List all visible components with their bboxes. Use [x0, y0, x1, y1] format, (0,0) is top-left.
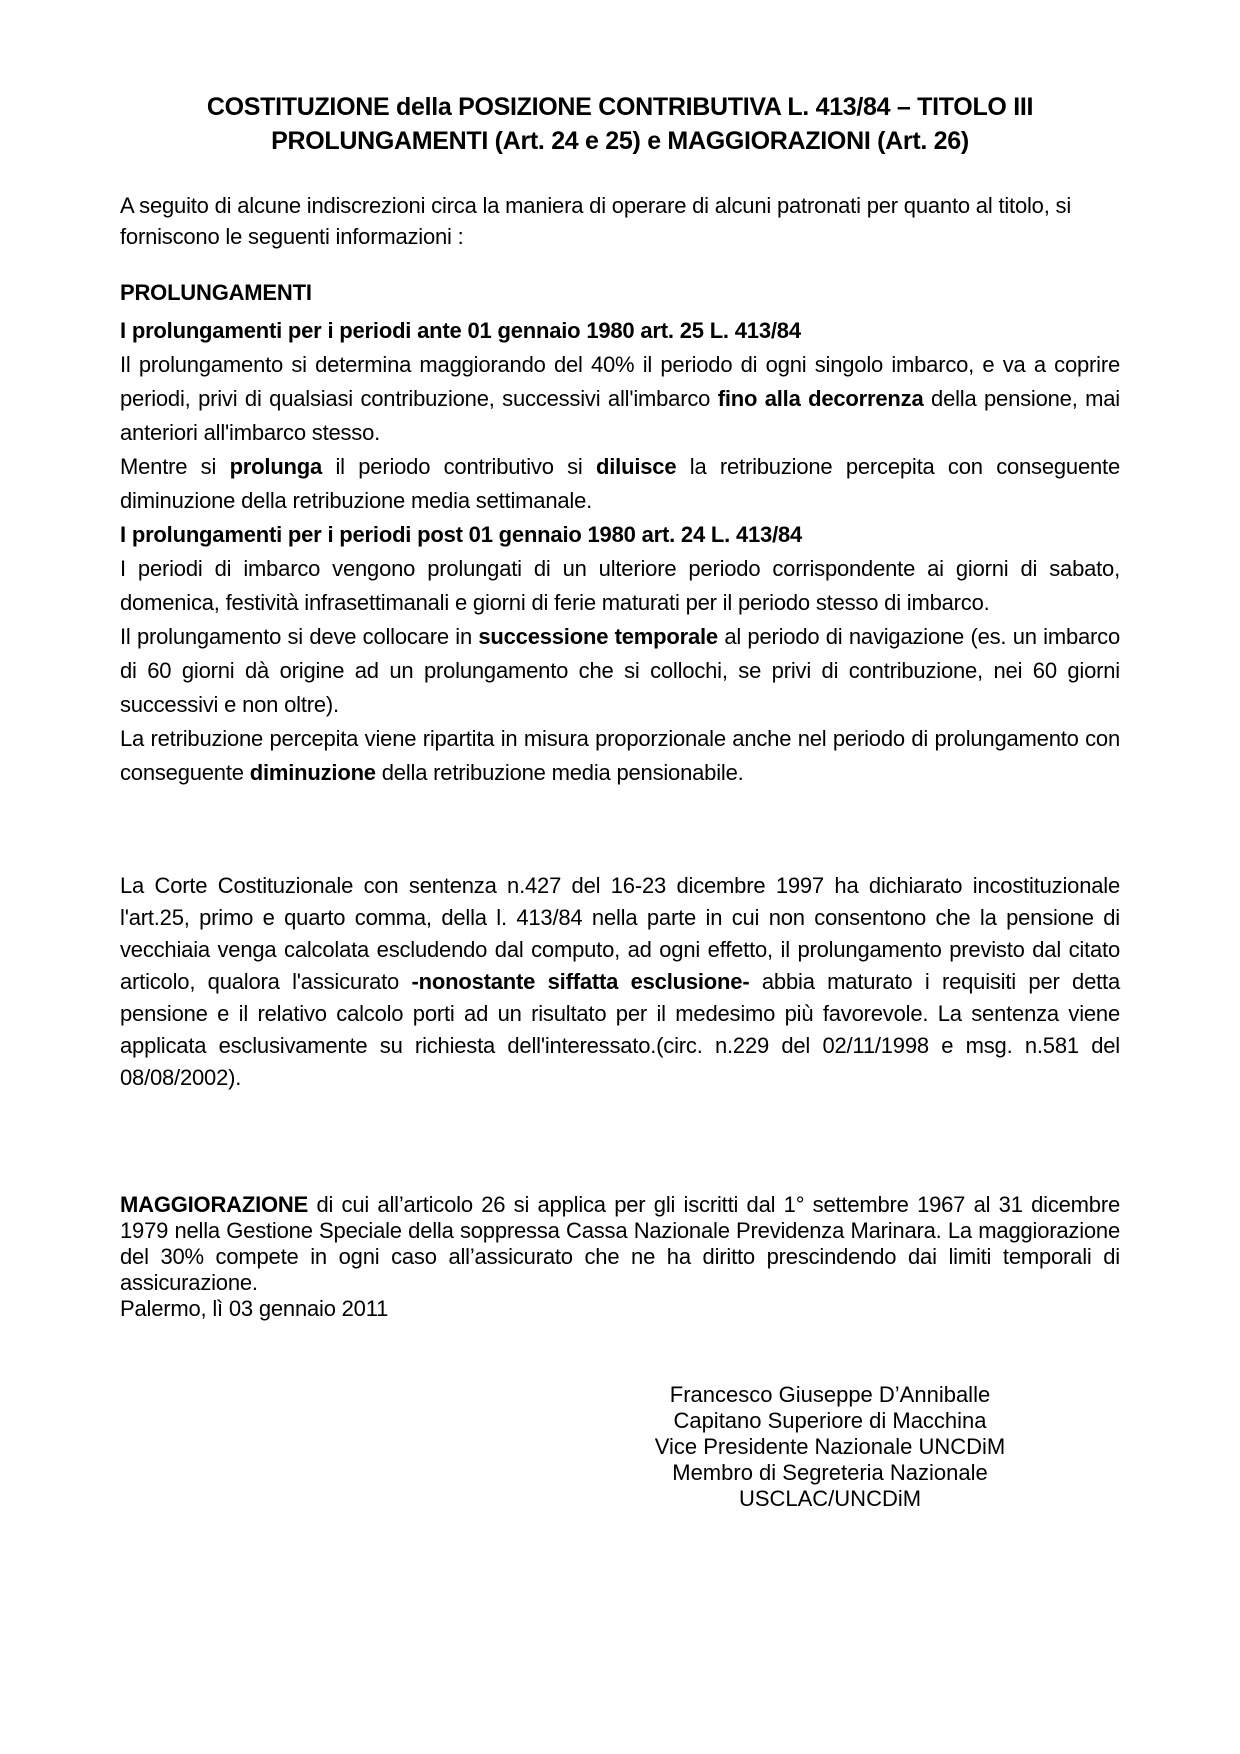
place-date: Palermo, lì 03 gennaio 2011 [120, 1296, 389, 1321]
text-run: la retribuzione percepita con conseguente diminuzione della retribuzione media settimanale. [120, 454, 1120, 513]
bold-run: successione temporale [478, 624, 718, 649]
paragraph-ante-2 [120, 450, 1120, 518]
paragraph-post-1: I periodi di imbarco vengono prolungati di un ulteriore periodo corrispondente ai giorni di sabato, domenica, festività infrasettimanali e giorni di ferie maturati per il periodo stesso di imbarco. [120, 556, 1120, 615]
paragraph-corte [120, 870, 1120, 1094]
paragraph-post-2 [120, 620, 1120, 722]
section-heading-prolungamenti: PROLUNGAMENTI [120, 280, 312, 305]
signature-block [600, 1382, 1060, 1512]
signatory-organization: USCLAC/UNCDiM [738, 1486, 922, 1511]
text-run: di cui all’articolo 26 si applica per gli iscritti dal 1° settembre 1967 al 31 dicembre 1979 nella Gestione Speciale della soppressa Cassa Nazionale Previdenza Marinara. La maggiorazione del 30% compete in ogni caso all’assicurato che ne ha diritto prescindendo dai limiti temporali di assicurazione. [120, 1192, 1120, 1295]
bold-run: diluisce [596, 454, 677, 479]
text-run: Il prolungamento si determina maggiorando del 40% il periodo di ogni singolo imbarco, e va a coprire periodi, privi di qualsiasi contribuzione, successivi all'imbarco [120, 352, 1120, 411]
text-run: al periodo di navigazione (es. un imbarco di 60 giorni dà origine ad un prolungamento che si collochi, se privi di contribuzione, nei 60 giorni successivi e non oltre). [120, 624, 1120, 717]
signatory-role-1: Capitano Superiore di Macchina [673, 1408, 987, 1433]
document-title [110, 90, 1130, 158]
bold-run: fino alla decorrenza [717, 386, 924, 411]
section-heading-maggiorazione: MAGGIORAZIONE [120, 1192, 309, 1217]
title-line-2: PROLUNGAMENTI (Art. 24 e 25) e MAGGIORAZIONI (Art. 26) [271, 127, 969, 155]
text-run: Mentre si [120, 454, 230, 479]
intro-text: A seguito di alcune indiscrezioni circa la maniera di operare di alcuni patronati per quanto al titolo, si forniscono le seguenti informazioni : [120, 193, 1072, 249]
section-maggiorazione [120, 1192, 1120, 1322]
title-line-1: COSTITUZIONE della POSIZIONE CONTRIBUTIVA L. 413/84 – TITOLO III [206, 93, 1034, 121]
bold-run: -nonostante siffatta esclusione- [411, 969, 750, 994]
bold-run: diminuzione [249, 760, 376, 785]
text-run: della retribuzione media pensionabile. [375, 760, 744, 785]
text-run: il periodo contributivo si [322, 454, 597, 479]
section-prolungamenti [120, 276, 1120, 790]
bold-run: prolunga [229, 454, 323, 479]
signatory-name: Francesco Giuseppe D’Anniballe [669, 1382, 991, 1407]
subheading-post-1980: I prolungamenti per i periodi post 01 gennaio 1980 art. 24 L. 413/84 [120, 522, 803, 547]
intro-paragraph [120, 190, 1120, 252]
text-run: abbia maturato i requisiti per detta pensione e il relativo calcolo porti ad un risultato per il medesimo più favorevole. La sentenza viene applicata esclusivamente su richiesta dell'interessato.(circ. n.229 del 02/11/1998 e msg. n.581 del 08/08/2002). [120, 969, 1120, 1090]
paragraph-ante-1 [120, 348, 1120, 450]
signatory-role-3: Membro di Segreteria Nazionale [672, 1460, 988, 1485]
text-run: La Corte Costituzionale con sentenza n.427 del 16-23 dicembre 1997 ha dichiarato incostituzionale l'art.25, primo e quarto comma, della l. 413/84 nella parte in cui non consentono che la pensione di vecchiaia venga calcolata escludendo dal computo, ad ogni effetto, il prolungamento previsto dal citato articolo, qualora l'assicurato [120, 873, 1120, 994]
text-run: della pensione, mai anteriori all'imbarco stesso. [120, 386, 1120, 445]
paragraph-maggiorazione [120, 1192, 1120, 1296]
text-run: La retribuzione percepita viene ripartita in misura proporzionale anche nel periodo di prolungamento con conseguente [120, 726, 1120, 785]
section-corte-costituzionale [120, 870, 1120, 1094]
text-run: Il prolungamento si deve collocare in [120, 624, 479, 649]
paragraph-post-3 [120, 722, 1120, 790]
signatory-role-2: Vice Presidente Nazionale UNCDiM [654, 1434, 1006, 1459]
subheading-ante-1980: I prolungamenti per i periodi ante 01 gennaio 1980 art. 25 L. 413/84 [120, 318, 801, 343]
